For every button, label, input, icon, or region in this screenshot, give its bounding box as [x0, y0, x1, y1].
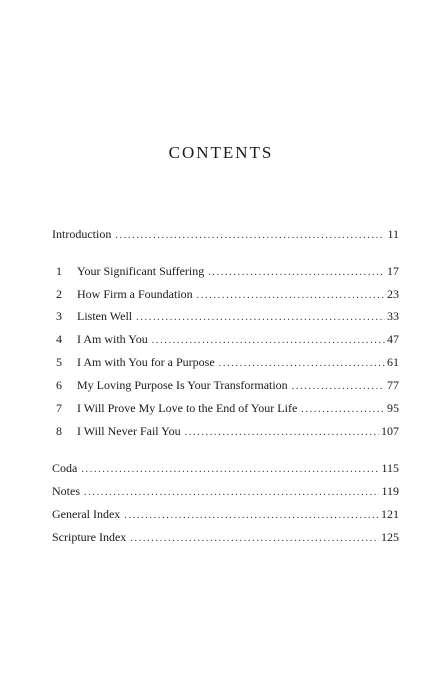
dot-leader [130, 532, 379, 546]
toc-entry-label: Notes [52, 484, 80, 498]
toc-entry-notes[interactable] [52, 484, 399, 500]
toc-entry-label: How Firm a Foundation [77, 287, 193, 301]
toc-entry-label: Listen Well [77, 309, 133, 323]
toc-entry-label: Your Significant Suffering [77, 264, 205, 278]
dot-leader [219, 357, 385, 371]
toc-entry-page: 119 [381, 484, 399, 498]
dot-leader [197, 289, 385, 303]
chapter-number: 7 [56, 401, 62, 415]
toc-entry-page: 47 [387, 332, 399, 346]
toc-entry-page: 61 [387, 355, 399, 369]
toc-entry-label: My Loving Purpose Is Your Transformation [77, 378, 288, 392]
toc-entry-page: 77 [387, 378, 399, 392]
dot-leader [84, 486, 379, 500]
toc-entry-page: 107 [381, 424, 399, 438]
toc-entry-chapter-6[interactable] [52, 378, 399, 394]
chapter-number: 4 [56, 332, 62, 346]
dot-leader [208, 266, 385, 280]
dot-leader [124, 509, 379, 523]
dot-leader [152, 334, 385, 348]
toc-entry-page: 95 [387, 401, 399, 415]
chapter-number: 8 [56, 424, 62, 438]
toc-entry-label: Scripture Index [52, 530, 127, 544]
chapter-number: 6 [56, 378, 62, 392]
toc-entry-label: I Will Prove My Love to the End of Your Life [77, 401, 298, 415]
dot-leader [136, 311, 385, 325]
chapter-number: 5 [56, 355, 62, 369]
toc-entry-chapter-2[interactable] [52, 287, 399, 303]
toc-entry-chapter-3[interactable] [52, 309, 399, 325]
toc-entry-scripture-index[interactable] [52, 530, 399, 546]
toc-entry-label: I Am with You for a Purpose [77, 355, 215, 369]
toc-entry-page: 23 [387, 287, 399, 301]
dot-leader [301, 403, 385, 417]
toc-entry-label: Introduction [52, 227, 112, 241]
dot-leader [81, 463, 379, 477]
toc-entry-chapter-7[interactable] [52, 401, 399, 417]
chapter-number: 1 [56, 264, 62, 278]
toc-entry-coda[interactable] [52, 461, 399, 477]
toc-entry-page: 11 [387, 227, 399, 241]
toc-entry-page: 33 [387, 309, 399, 323]
chapter-number: 2 [56, 287, 62, 301]
toc-entry-chapter-1[interactable] [52, 264, 399, 280]
dot-leader [115, 229, 385, 243]
toc-entry-page: 125 [381, 530, 399, 544]
dot-leader [292, 380, 385, 394]
toc-entry-general-index[interactable] [52, 507, 399, 523]
toc-entry-page: 121 [381, 507, 399, 521]
toc-entry-chapter-5[interactable] [52, 355, 399, 371]
toc-entry-label: General Index [52, 507, 121, 521]
toc-entry-page: 17 [387, 264, 399, 278]
toc-entry-label: I Will Never Fail You [77, 424, 181, 438]
dot-leader [185, 426, 379, 440]
page-title: CONTENTS [168, 143, 274, 162]
toc-entry-label: Coda [52, 461, 78, 475]
chapter-number: 3 [56, 309, 62, 323]
toc-entry-page: 115 [381, 461, 399, 475]
toc-entry-introduction[interactable] [52, 227, 399, 243]
toc-entry-label: I Am with You [77, 332, 148, 346]
toc-entry-chapter-8[interactable] [52, 424, 399, 440]
toc-entry-chapter-4[interactable] [52, 332, 399, 348]
